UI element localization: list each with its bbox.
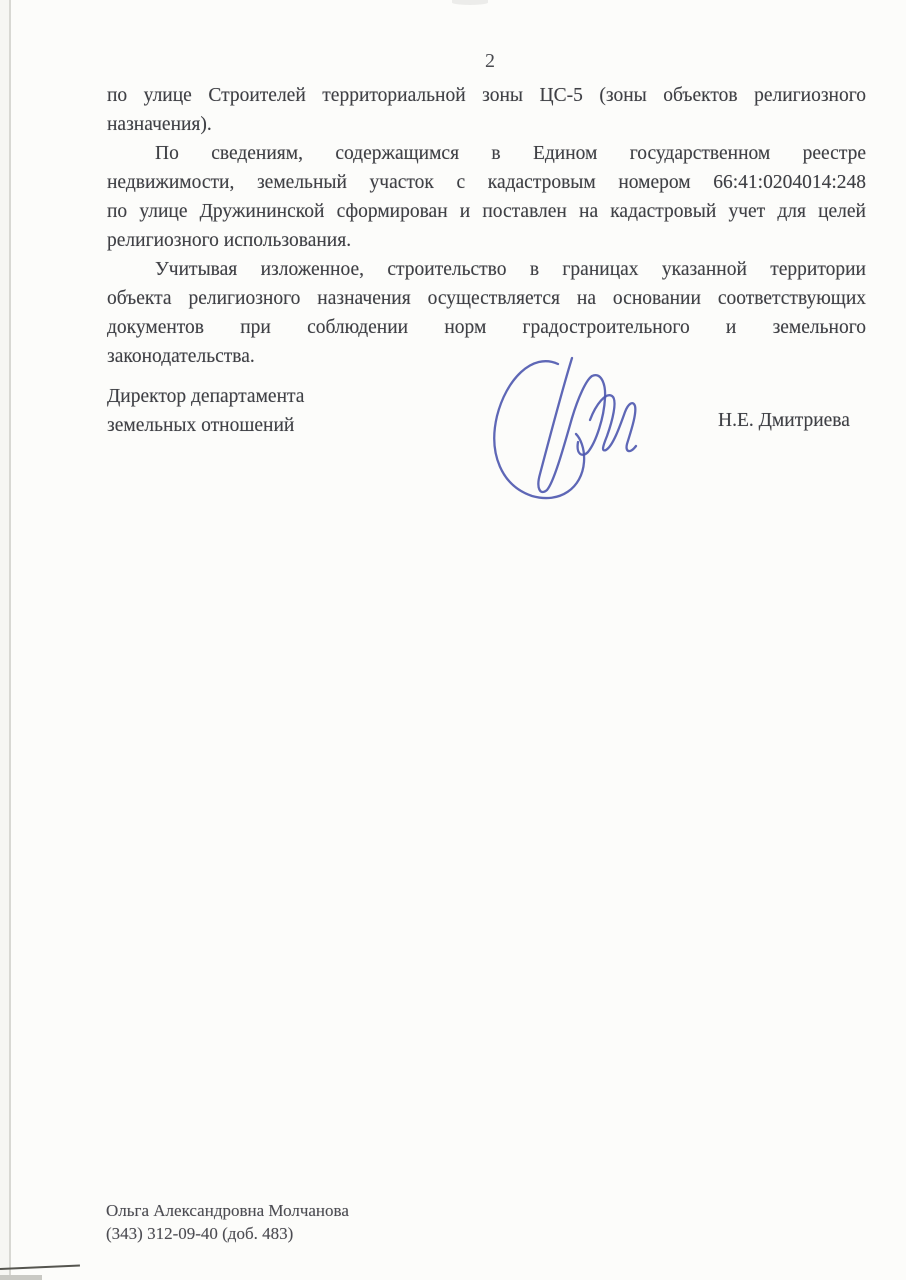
text-line: по улице Строителей территориальной зоны ЦС-5 (зоны объектов религиозного: [107, 85, 866, 106]
text-line: Учитывая изложенное, строительство в границах указанной территории: [155, 259, 866, 280]
scan-left-edge-artifact: [0, 0, 11, 1280]
text-line: объекта религиозного назначения осуществляется на основании соответствующих: [107, 288, 866, 309]
document-body: [107, 81, 866, 371]
scan-top-smudge-artifact: [452, 0, 488, 5]
text-line: По сведениям, содержащимся в Едином государственном реестре: [155, 143, 866, 164]
executor-contact: [106, 1200, 349, 1245]
text-line: по улице Дружининской сформирован и поставлен на кадастровый учет для целей: [107, 201, 866, 222]
text-line: документов при соблюдении норм градостроительного и земельного: [107, 317, 866, 338]
signer-name: Н.Е. Дмитриева: [718, 410, 850, 431]
scan-bottom-line-artifact: [0, 1265, 80, 1270]
text-line: религиозного использования.: [107, 230, 352, 251]
signer-title: [107, 383, 304, 440]
text-line: недвижимости, земельный участок с кадастровым номером 66:41:0204014:248: [107, 172, 866, 193]
executor-phone: (343) 312-09-40 (доб. 483): [106, 1223, 294, 1243]
page-number: 2: [485, 50, 495, 72]
handwritten-signature-icon: [480, 350, 660, 520]
text-line: законодательства.: [107, 346, 255, 367]
scan-bottom-smudge-artifact: [0, 1275, 42, 1280]
executor-name: Ольга Александровна Молчанова: [106, 1201, 349, 1220]
signer-title-line2: земельных отношений: [107, 414, 295, 436]
text-line: назначения).: [107, 114, 212, 135]
signer-title-line1: Директор департамента: [107, 386, 305, 407]
